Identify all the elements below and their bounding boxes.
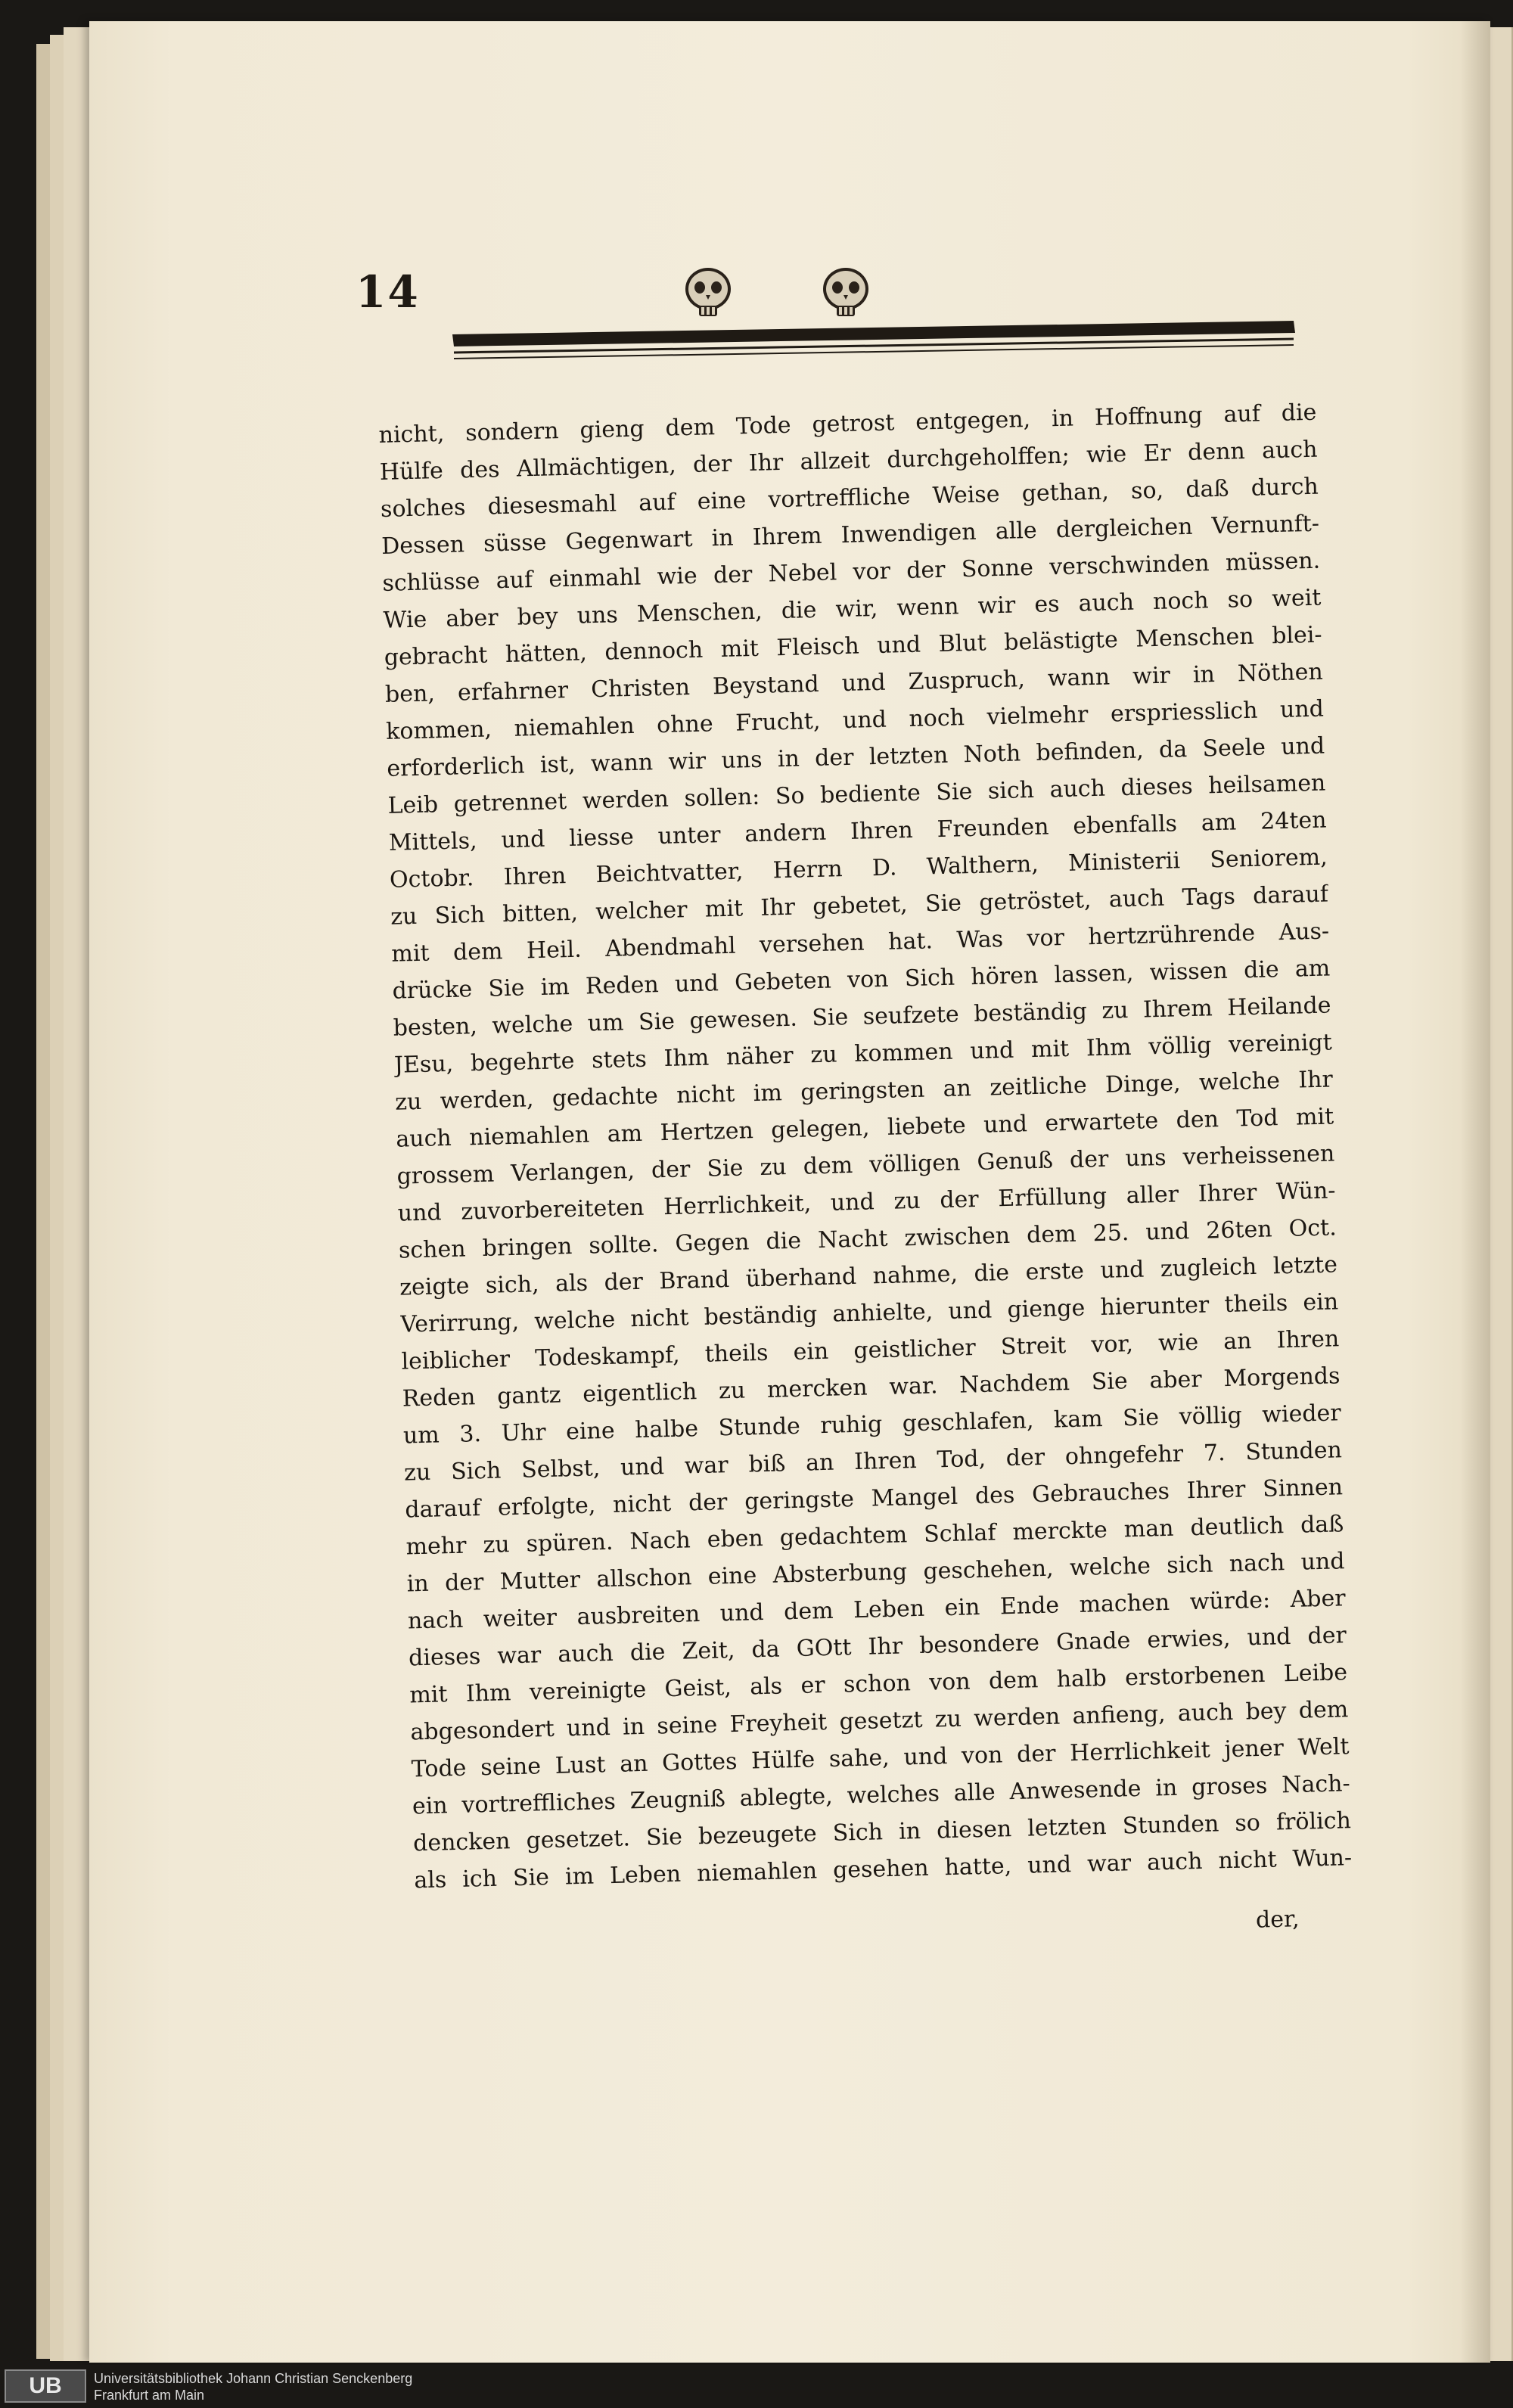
text-line: als ich Sie im Leben niemahlen gesehen hatte, und war auch nicht Wun- bbox=[413, 1844, 1353, 1894]
page-number: 14 bbox=[356, 266, 420, 318]
text-line: ein vortreffliches Zeugniß ablegte, welches alle Anwesende in groses Nach- bbox=[412, 1770, 1351, 1820]
text-line: um 3. Uhr eine halbe Stunde ruhig geschlafen, kam Sie völlig wieder bbox=[402, 1400, 1342, 1449]
text-line: Verirrung, welche nicht beständig anhielte, und gienge hierunter theils ein bbox=[399, 1288, 1339, 1338]
library-logo: UB bbox=[5, 2369, 86, 2403]
text-line: Wie aber bey uns Menschen, die wir, wenn wir es auch noch so weit bbox=[383, 584, 1322, 634]
text-line: mit Ihm vereinigte Geist, als er schon von dem halb erstorbenen Leibe bbox=[409, 1659, 1348, 1709]
text-line: besten, welche um Sie gewesen. Sie seufzete beständig zu Ihrem Heilande bbox=[393, 992, 1331, 1042]
text-line: in der Mutter allschon eine Absterbung geschehen, welche sich nach und bbox=[406, 1548, 1345, 1598]
text-line: Leib getrennet werden sollen: So bediente Sie sich auch dieses heilsamen bbox=[387, 769, 1326, 819]
text-line: mit dem Heil. Abendmahl versehen hat. Was vor hertzrührende Aus- bbox=[391, 918, 1330, 968]
text-line: mehr zu spüren. Nach eben gedachtem Schlaf merckte man deutlich daß bbox=[405, 1511, 1344, 1561]
text-line: schen bringen sollte. Gegen die Nacht zwischen dem 25. und 26ten Oct. bbox=[398, 1214, 1337, 1264]
text-line: kommen, niemahlen ohne Frucht, und noch vielmehr erspriesslich und bbox=[385, 695, 1325, 745]
text-line: leiblicher Todeskampf, theils ein geistlicher Streit vor, wie an Ihren bbox=[401, 1325, 1340, 1375]
text-line: solches diesesmahl auf eine vortreffliche Weise gethan, so, daß durch bbox=[380, 473, 1319, 523]
header-rule bbox=[356, 318, 1301, 363]
text-line: abgesondert und in seine Freyheit gesetzt zu werden anfieng, auch bey dem bbox=[410, 1696, 1349, 1746]
text-line: erforderlich ist, wann wir uns in der letzten Noth befinden, da Seele und bbox=[387, 732, 1325, 782]
text-line: zu Sich Selbst, und war biß an Ihren Tod, der ohngefehr 7. Stunden bbox=[403, 1437, 1343, 1487]
library-name: Universitätsbibliothek Johann Christian Senckenberg bbox=[94, 2371, 413, 2386]
text-line: Tode seine Lust an Gottes Hülfe sahe, und von der Herrlichkeit jener Welt bbox=[411, 1733, 1350, 1783]
text-line: dencken gesetzet. Sie bezeugete Sich in diesen letzten Stunden so frölich bbox=[412, 1807, 1352, 1857]
text-line: Dessen süsse Gegenwart in Ihrem Inwendigen alle dergleichen Vernunft- bbox=[381, 510, 1320, 560]
text-line: Mittels, und liesse unter andern Ihren Freunden ebenfalls am 24ten bbox=[388, 806, 1327, 856]
text-line: JEsu, begehrte stets Ihm näher zu kommen und mit Ihm völlig vereinigt bbox=[393, 1029, 1333, 1079]
text-line: drücke Sie im Reden und Gebeten von Sich hören lassen, wissen die am bbox=[392, 955, 1331, 1005]
text-line: zu werden, gedachte nicht im geringsten an zeitliche Dinge, welche Ihr bbox=[394, 1066, 1334, 1116]
body-text bbox=[378, 392, 1353, 1920]
text-line: zeigte sich, als der Brand überhand nahme, die erste und zugleich letzte bbox=[399, 1251, 1338, 1301]
text-line: nicht, sondern gieng dem Tode getrost entgegen, in Hoffnung auf die bbox=[378, 399, 1317, 449]
text-line: auch niemahlen am Hertzen gelegen, liebete und erwartete den Tod mit bbox=[395, 1103, 1334, 1153]
text-line: Octobr. Ihren Beichtvatter, Herrn D. Walthern, Ministerii Seniorem, bbox=[389, 844, 1328, 893]
text-line: ben, erfahrner Christen Beystand und Zuspruch, wann wir in Nöthen bbox=[384, 658, 1324, 708]
text-line: grossem Verlangen, der Sie zu dem völligen Genuß der uns verheissenen bbox=[396, 1140, 1335, 1190]
library-city: Frankfurt am Main bbox=[94, 2388, 205, 2403]
text-line: zu Sich bitten, welcher mit Ihr gebetet, Sie getröstet, auch Tags darauf bbox=[390, 881, 1329, 931]
text-line: schlüsse auf einmahl wie der Nebel vor der Sonne verschwinden müssen. bbox=[382, 547, 1321, 597]
text-line: und zuvorbereiteten Herrlichkeit, und zu der Erfüllung aller Ihrer Wün- bbox=[397, 1177, 1336, 1227]
text-line: dieses war auch die Zeit, da GOtt Ihr besondere Gnade erwies, und der bbox=[408, 1622, 1347, 1672]
text-line: nach weiter ausbreiten und dem Leben ein Ende machen würde: Aber bbox=[407, 1585, 1347, 1635]
skull-ornament-icon bbox=[819, 265, 873, 322]
catchword: der, bbox=[1255, 1906, 1300, 1934]
skull-ornament-icon bbox=[681, 265, 735, 322]
text-line: Reden gantz eigentlich zu mercken war. Nachdem Sie aber Morgends bbox=[402, 1362, 1341, 1412]
text-line: darauf erfolgte, nicht der geringste Mangel des Gebrauches Ihrer Sinnen bbox=[404, 1474, 1344, 1524]
viewer-footer bbox=[0, 2365, 1513, 2408]
text-line: gebracht hätten, dennoch mit Fleisch und Blut belästigte Menschen blei- bbox=[384, 621, 1322, 671]
text-line: Hülfe des Allmächtigen, der Ihr allzeit durchgeholffen; wie Er denn auch bbox=[379, 436, 1318, 486]
